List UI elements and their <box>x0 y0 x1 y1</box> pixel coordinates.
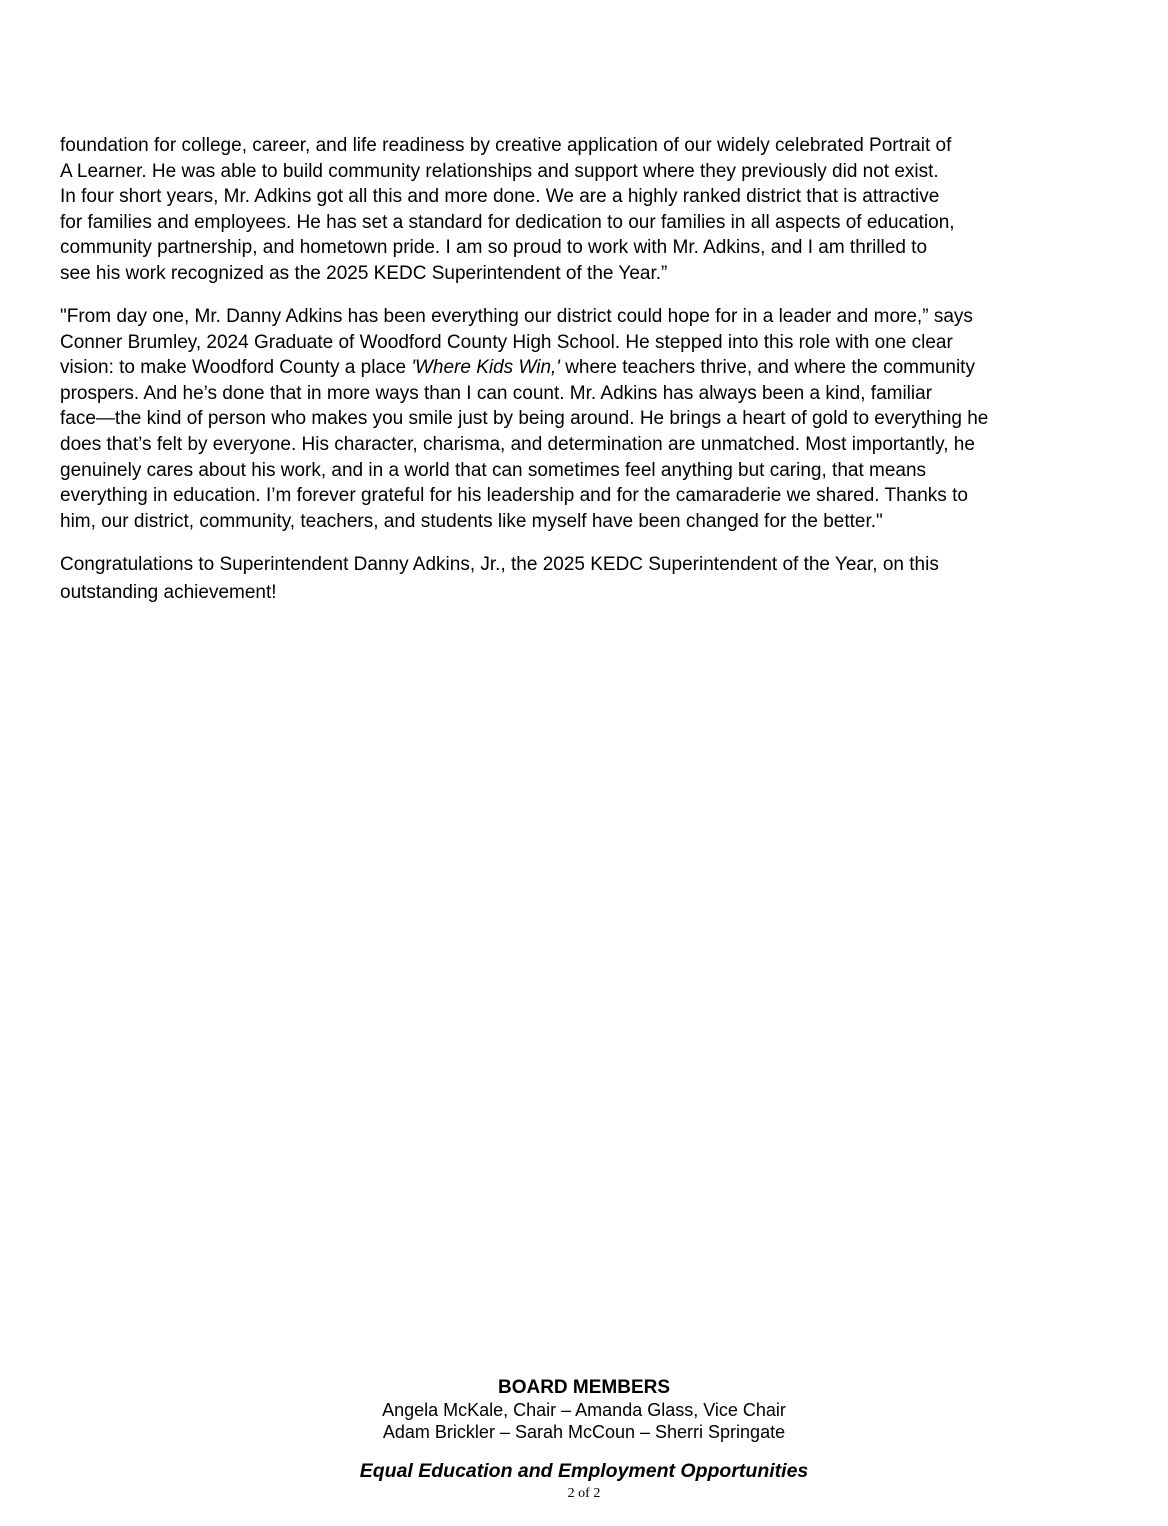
text-line: Congratulations to Superintendent Danny Adkins, Jr., the 2025 KEDC Superintendent of the Year, on this <box>60 554 939 575</box>
page-number: 2 of 2 <box>567 1486 601 1501</box>
text-line: genuinely cares about his work, and in a world that can sometimes feel anything but caring, that means <box>60 459 927 481</box>
text-line: foundation for college, career, and life readiness by creative application of our widely celebrated Portrait of <box>60 135 952 156</box>
paragraph-congratulations <box>60 551 1120 607</box>
equal-opportunity-tagline: Equal Education and Employment Opportunities <box>359 1460 809 1482</box>
text-line: "From day one, Mr. Danny Adkins has been everything our district could hope for in a leader and more,” says <box>60 306 973 327</box>
board-members-heading: BOARD MEMBERS <box>497 1377 671 1398</box>
paragraph-quote-continuation <box>60 133 1120 287</box>
board-members-line: Angela McKale, Chair – Amanda Glass, Vice Chair <box>382 1400 786 1420</box>
text-line: Conner Brumley, 2024 Graduate of Woodford County High School. He stepped into this role with one clear <box>60 331 953 353</box>
text-line: face—the kind of person who makes you smile just by being around. He brings a heart of gold to everything he <box>60 408 989 430</box>
text-line: A Learner. He was able to build community relationships and support where they previously did not exist. <box>60 160 939 182</box>
text-line: community partnership, and hometown pride. I am so proud to work with Mr. Adkins, and I am thrilled to <box>60 237 928 259</box>
text-line <box>60 355 1120 381</box>
text-line: for families and employees. He has set a standard for dedication to our families in all aspects of education, <box>60 211 955 233</box>
text-segment: where teachers thrive, and where the community <box>559 357 975 379</box>
text-line: him, our district, community, teachers, and students like myself have been changed for the better." <box>60 510 883 532</box>
text-line: see his work recognized as the 2025 KEDC Superintendent of the Year.” <box>60 262 668 284</box>
text-line: prospers. And he’s done that in more ways than I can count. Mr. Adkins has always been a kind, familiar <box>60 382 933 404</box>
text-line: outstanding achievement! <box>60 582 277 603</box>
text-line: everything in education. I’m forever grateful for his leadership and for the camaraderie we shared. Thanks to <box>60 485 968 507</box>
paragraph-student-quote <box>60 304 1120 534</box>
text-segment: vision: to make Woodford County a place <box>60 357 412 379</box>
board-members-line: Adam Brickler – Sarah McCoun – Sherri Springate <box>382 1422 786 1442</box>
text-line: does that’s felt by everyone. His character, charisma, and determination are unmatched. Most importantly, he <box>60 433 975 455</box>
text-line: In four short years, Mr. Adkins got all this and more done. We are a highly ranked district that is attractive <box>60 186 940 208</box>
italic-motto: 'Where Kids Win,' <box>411 357 560 379</box>
